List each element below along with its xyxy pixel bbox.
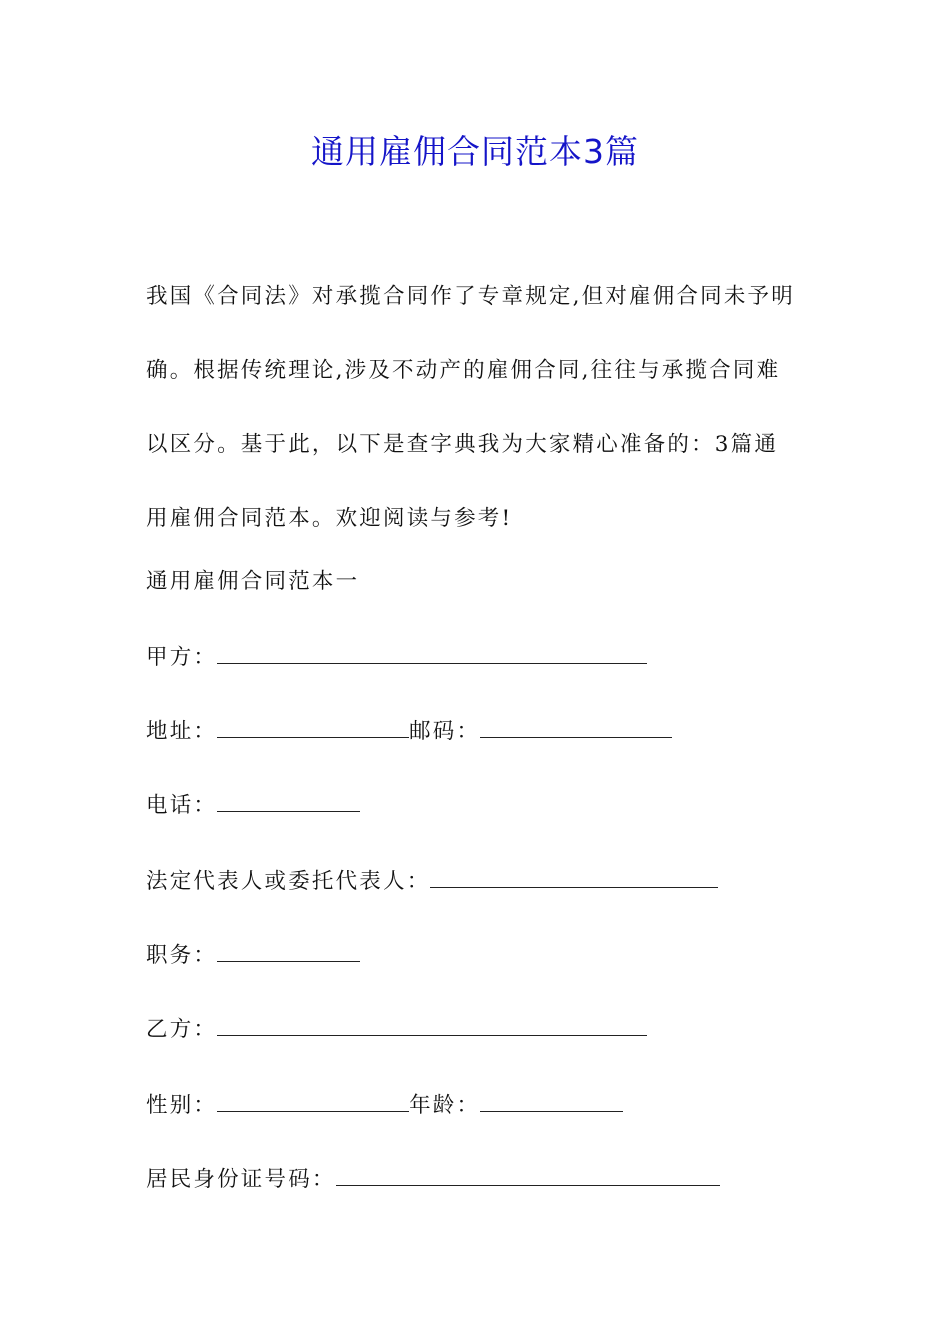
section-heading-row (146, 562, 359, 602)
gender-label: 性别： (146, 1093, 218, 1118)
party-a-blank[interactable] (217, 641, 647, 664)
age-blank[interactable] (480, 1089, 623, 1112)
representative-blank[interactable] (430, 865, 718, 888)
phone-blank[interactable] (217, 789, 360, 812)
gender-blank[interactable] (217, 1089, 409, 1112)
party-b-row (146, 1010, 647, 1050)
intro-paragraph (146, 260, 808, 556)
party-a-row (146, 638, 647, 678)
intro-line: 确。根据传统理论,涉及不动产的雇佣合同,往往与承揽合同难 (146, 358, 781, 383)
id-number-label: 居民身份证号码： (146, 1167, 336, 1192)
phone-row (146, 786, 360, 826)
position-row (146, 936, 360, 976)
address-blank[interactable] (217, 715, 409, 738)
intro-line: 我国《合同法》对承揽合同作了专章规定,但对雇佣合同未予明 (146, 284, 795, 309)
address-label: 地址： (146, 719, 218, 744)
address-row (146, 712, 672, 752)
postcode-label: 邮码： (409, 719, 481, 744)
intro-line: 以区分。基于此，以下是查字典我为大家精心准备的：3篇通 (146, 432, 779, 457)
intro-line: 用雇佣合同范本。欢迎阅读与参考! (146, 506, 513, 531)
representative-label: 法定代表人或委托代表人： (146, 869, 431, 894)
age-label: 年龄： (409, 1093, 481, 1118)
party-b-blank[interactable] (217, 1013, 647, 1036)
document-title: 通用雇佣合同范本3篇 (311, 132, 639, 171)
id-number-row (146, 1160, 720, 1200)
id-number-blank[interactable] (336, 1163, 720, 1186)
party-a-label: 甲方： (146, 645, 218, 670)
phone-label: 电话： (146, 793, 218, 818)
position-label: 职务： (146, 943, 218, 968)
postcode-blank[interactable] (480, 715, 672, 738)
representative-row (146, 862, 718, 902)
gender-age-row (146, 1086, 623, 1126)
position-blank[interactable] (217, 939, 360, 962)
party-b-label: 乙方： (146, 1017, 218, 1042)
section-heading: 通用雇佣合同范本一 (146, 569, 360, 594)
